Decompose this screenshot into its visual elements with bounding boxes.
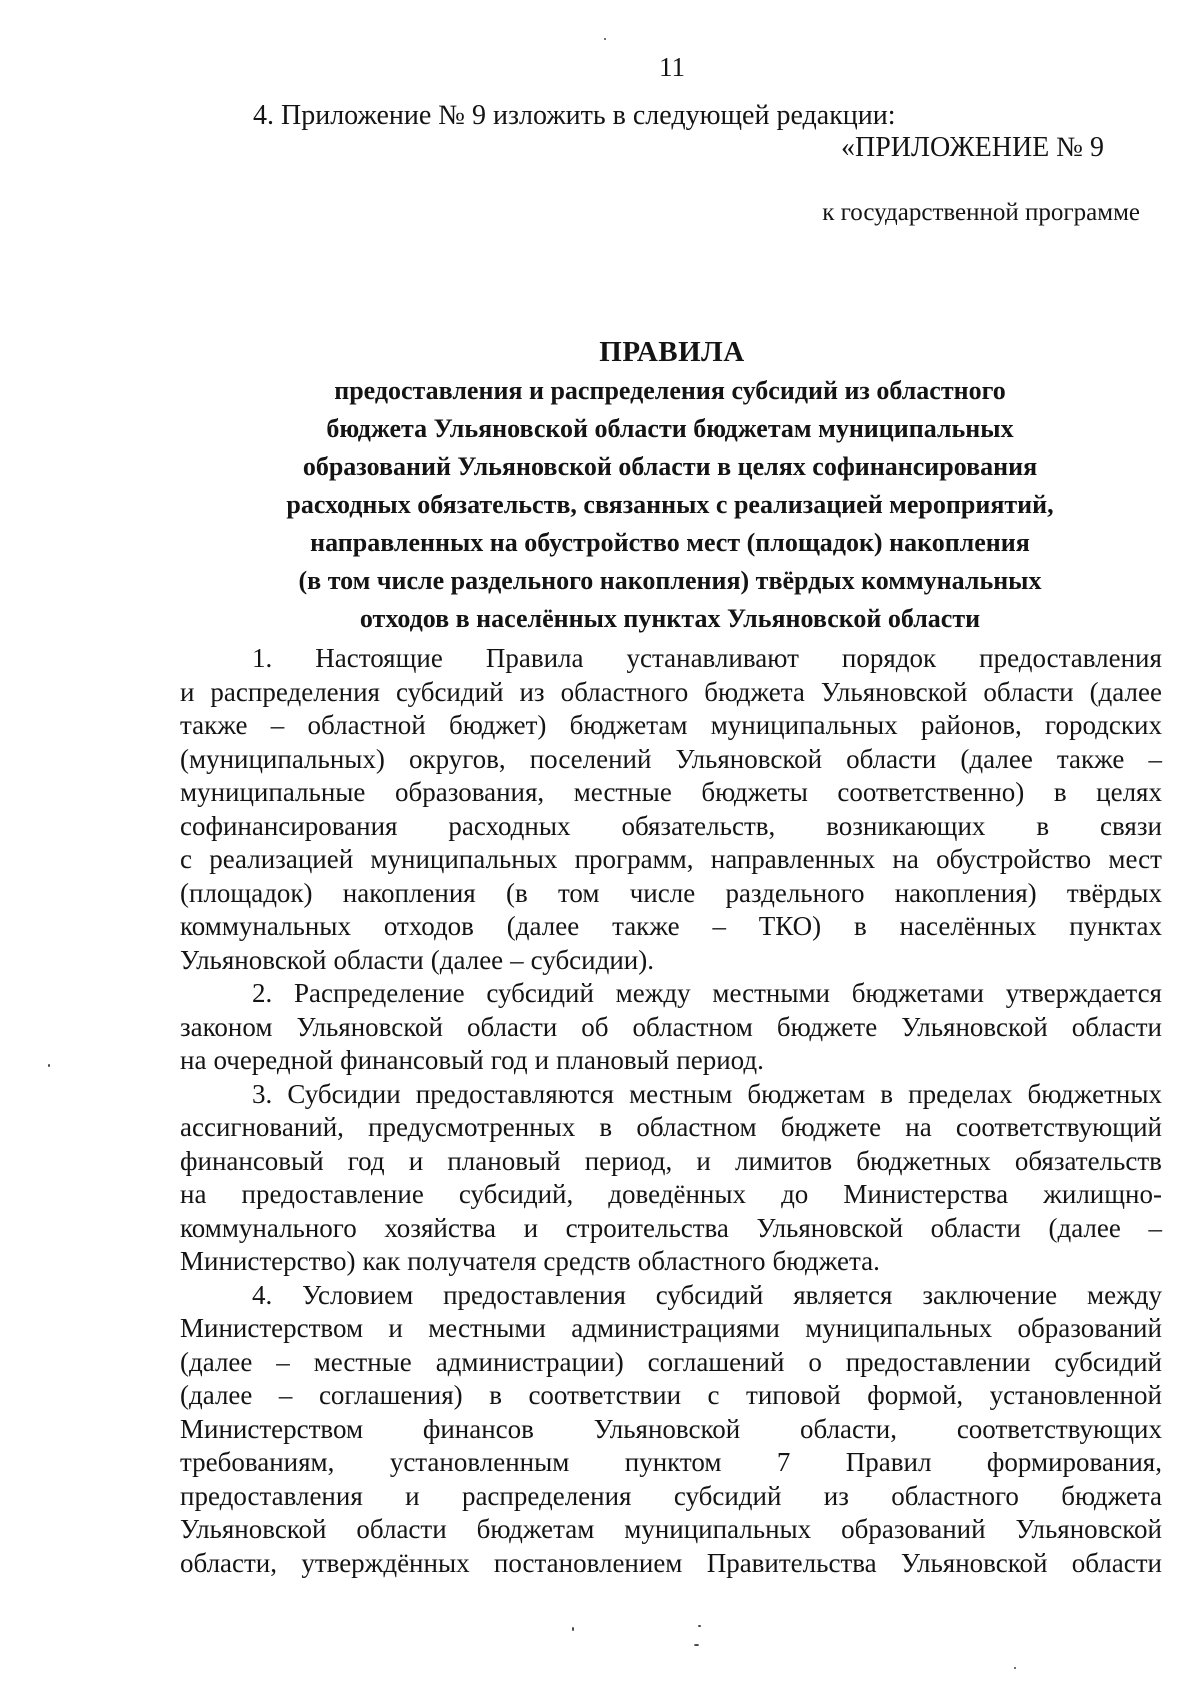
body-line: софинансирования расходных обязательств, возникающих в связи xyxy=(180,810,1162,841)
body-line: области, утверждённых постановлением Правительства Ульяновской области xyxy=(180,1547,1162,1578)
amendment-line: 4. Приложение № 9 изложить в следующей редакции: xyxy=(253,100,896,131)
appendix-title: «ПРИЛОЖЕНИЕ № 9 xyxy=(841,132,1104,163)
subtitle-line: образований Ульяновской области в целях софинансирования xyxy=(302,452,1038,481)
body-line: Ульяновской области (далее – субсидии). xyxy=(180,944,654,975)
document-subtitle xyxy=(240,372,1100,638)
document-title: ПРАВИЛА xyxy=(599,336,745,368)
subtitle-line: (в том числе раздельного накопления) твёрдых коммунальных xyxy=(298,566,1042,595)
body-line: на предоставление субсидий, доведённых до Министерства жилищно- xyxy=(180,1179,1162,1209)
appendix-subtitle: к государственной программе xyxy=(822,199,1140,226)
body-line: (муниципальных) округов, поселений Ульяновской области (далее также – xyxy=(180,743,1162,774)
scan-speck xyxy=(572,1627,574,1631)
body-line: Ульяновской области бюджетам муниципальных образований Ульяновской xyxy=(180,1514,1162,1544)
body-line: (площадок) накопления (в том числе раздельного накопления) твёрдых xyxy=(180,877,1162,908)
body-line: 4. Условием предоставления субсидий является заключение между xyxy=(252,1279,1162,1310)
body-line: требованиям, установленным пунктом 7 Правил формирования, xyxy=(180,1447,1162,1477)
body-line: и распределения субсидий из областного бюджета Ульяновской области (далее xyxy=(180,676,1162,707)
body-line: муниципальные образования, местные бюджеты соответственно) в целях xyxy=(180,777,1162,807)
scan-speck xyxy=(48,1064,50,1067)
body-line: предоставления и распределения субсидий из областного бюджета xyxy=(180,1480,1162,1511)
body-line: законом Ульяновской области об областном бюджете Ульяновской области xyxy=(180,1011,1162,1042)
scan-speck xyxy=(1014,1667,1016,1669)
body-text xyxy=(180,642,1162,1580)
body-line: 2. Распределение субсидий между местными бюджетами утверждается xyxy=(252,978,1162,1008)
subtitle-line: расходных обязательств, связанных с реализацией мероприятий, xyxy=(286,490,1054,519)
page-number: 11 xyxy=(659,52,685,82)
body-line: коммунального хозяйства и строительства Ульяновской области (далее – xyxy=(180,1212,1162,1243)
body-line: (далее – соглашения) в соответствии с типовой формой, установленной xyxy=(180,1380,1162,1410)
body-line: также – областной бюджет) бюджетам муниципальных районов, городских xyxy=(180,710,1162,740)
body-line: коммунальных отходов (далее также – ТКО) в населённых пунктах xyxy=(180,911,1162,941)
body-line: на очередной финансовый год и плановый период. xyxy=(180,1045,764,1075)
body-line: ассигнований, предусмотренных в областном бюджете на соответствующий xyxy=(180,1112,1162,1142)
subtitle-line: отходов в населённых пунктах Ульяновской области xyxy=(359,604,981,633)
body-line: Министерство) как получателя средств областного бюджета. xyxy=(180,1246,880,1276)
subtitle-line: предоставления и распределения субсидий из областного xyxy=(334,376,1006,405)
body-line: 1. Настоящие Правила устанавливают порядок предоставления xyxy=(252,643,1162,673)
scan-speck xyxy=(694,1644,699,1646)
scan-speck xyxy=(604,38,606,40)
scan-speck xyxy=(698,1625,701,1627)
body-line: Министерством финансов Ульяновской области, соответствующих xyxy=(180,1413,1162,1444)
body-line: с реализацией муниципальных программ, направленных на обустройство мест xyxy=(180,844,1162,874)
subtitle-line: направленных на обустройство мест (площадок) накопления xyxy=(310,528,1030,557)
body-line: (далее – местные администрации) соглашений о предоставлении субсидий xyxy=(180,1346,1162,1377)
body-line: Министерством и местными администрациями муниципальных образований xyxy=(180,1313,1162,1343)
body-line: финансовый год и плановый период, и лимитов бюджетных обязательств xyxy=(180,1145,1162,1176)
body-line: 3. Субсидии предоставляются местным бюджетам в пределах бюджетных xyxy=(252,1078,1162,1109)
subtitle-line: бюджета Ульяновской области бюджетам муниципальных xyxy=(326,414,1014,443)
